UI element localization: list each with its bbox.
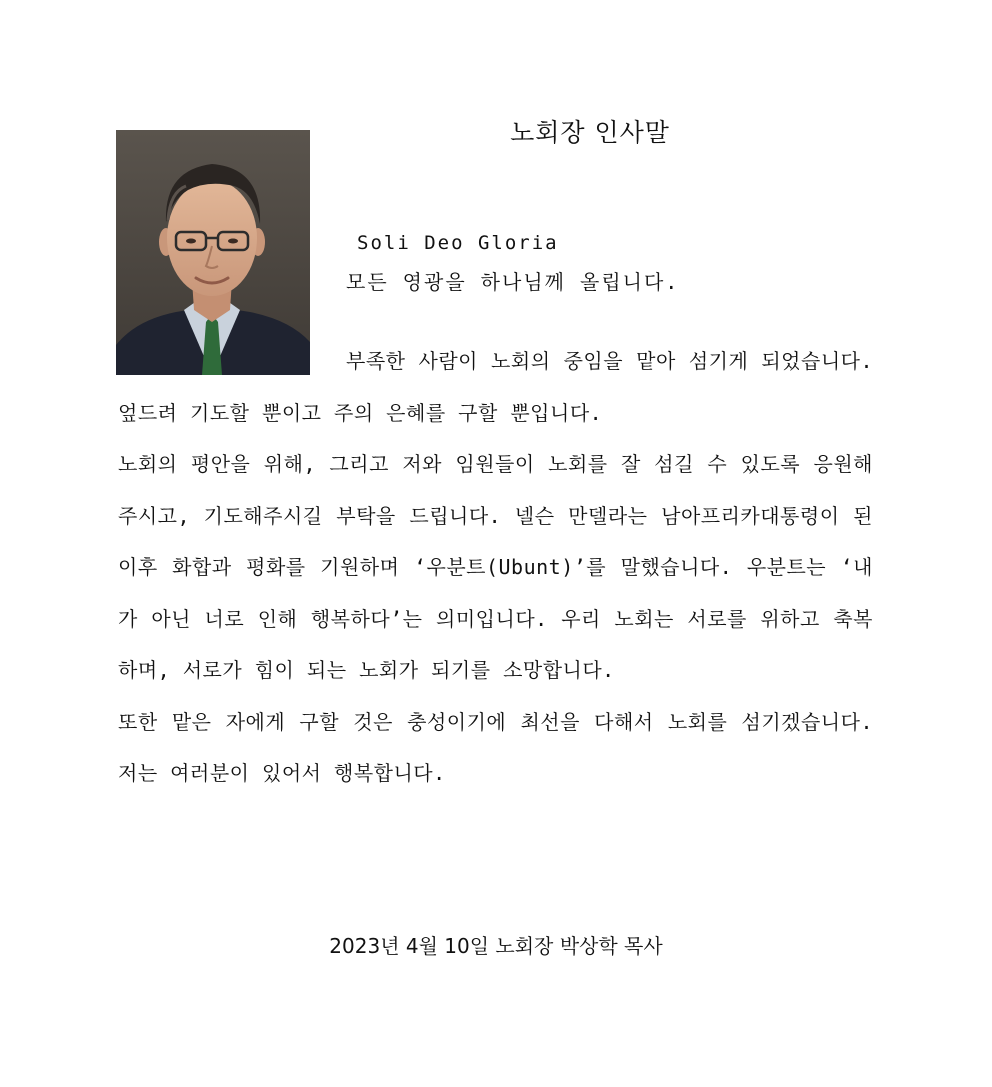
signature: 2023년 4월 10일 노회장 박상학 목사 (329, 934, 663, 958)
body-text (118, 336, 873, 800)
page-title: 노회장 인사말 (510, 118, 670, 147)
motto: Soli Deo Gloria (357, 232, 559, 254)
motto-korean: 모든 영광을 하나님께 올립니다. (346, 270, 680, 294)
paragraph-3: 또한 맡은 자에게 구할 것은 충성이기에 최선을 다해서 노회를 섬기겠습니다. 저는 여러분이 있어서 행복합니다. (118, 709, 873, 785)
paragraph-1: 부족한 사람이 노회의 중임을 맡아 섬기게 되었습니다. 엎드려 기도할 뿐이고 주의 은혜를 구할 뿐입니다. (118, 349, 873, 425)
paragraph-2: 노회의 평안을 위해, 그리고 저와 임원들이 노회를 잘 섬길 수 있도록 응원해 주시고, 기도해주시길 부탁을 드립니다. 넬슨 만델라는 남아프리카대통령이 된 이후 화합과 평화를 기원하며 ‘우분트(Ubunt)’를 말했습니다. 우분트는 ‘내가 아닌 너로 인해 행복하다’는 의미입니다. 우리 노회는 서로를 위하고 축복하며, 서로가 힘이 되는 노회가 되기를 소망합니다. (118, 452, 873, 682)
